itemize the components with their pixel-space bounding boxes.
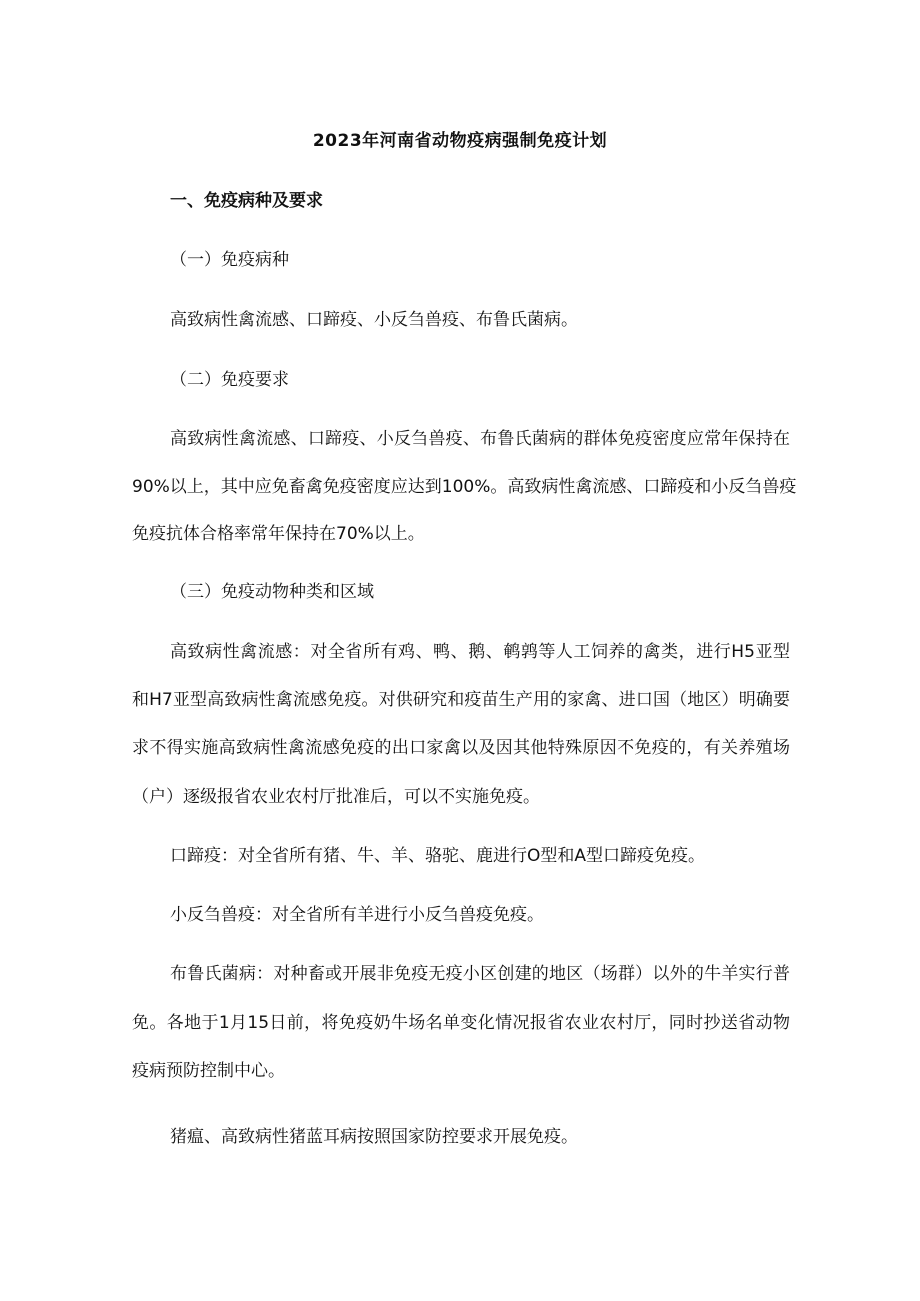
paragraph-line: 90%以上，其中应免畜禽免疫密度应达到100%。高致病性禽流感、口蹄疫和小反刍兽疫 <box>132 477 797 497</box>
paragraph-text: 口蹄疫：对全省所有猪、牛、羊、骆驼、鹿进行O型和A型口蹄疫免疫。 <box>170 846 706 866</box>
paragraph-line: 布鲁氏菌病：对种畜或开展非免疫无疫小区创建的地区（场群）以外的牛羊实行普 <box>170 964 790 984</box>
paragraph-line: 免。各地于1月15日前，将免疫奶牛场名单变化情况报省农业农村厅，同时抄送省动物 <box>132 1013 790 1033</box>
paragraph-line: （户）逐级报省农业农村厅批准后，可以不实施免疫。 <box>132 787 540 807</box>
paragraph-text: 高致病性禽流感、口蹄疫、小反刍兽疫、布鲁氏菌病。 <box>170 310 578 330</box>
subsection-heading: （二）免疫要求 <box>170 370 289 390</box>
subsection-heading: （一）免疫病种 <box>170 250 289 270</box>
paragraph-line: 和H7亚型高致病性禽流感免疫。对供研究和疫苗生产用的家禽、进口国（地区）明确要 <box>132 690 790 710</box>
paragraph-line: 高致病性禽流感：对全省所有鸡、鸭、鹅、鹌鹑等人工饲养的禽类，进行H5亚型 <box>170 642 790 662</box>
subsection-heading: （三）免疫动物种类和区域 <box>170 582 374 602</box>
section-heading: 一、免疫病种及要求 <box>170 191 323 211</box>
paragraph-line: 免疫抗体合格率常年保持在70%以上。 <box>132 524 425 544</box>
paragraph-line: 疫病预防控制中心。 <box>132 1061 285 1081</box>
paragraph-line: 高致病性禽流感、口蹄疫、小反刍兽疫、布鲁氏菌病的群体免疫密度应常年保持在 <box>170 429 790 449</box>
paragraph-text: 猪瘟、高致病性猪蓝耳病按照国家防控要求开展免疫。 <box>170 1127 578 1147</box>
paragraph-text: 小反刍兽疫：对全省所有羊进行小反刍兽疫免疫。 <box>170 905 544 925</box>
document-title: 2023年河南省动物疫病强制免疫计划 <box>312 131 608 151</box>
paragraph-line: 求不得实施高致病性禽流感免疫的出口家禽以及因其他特殊原因不免疫的，有关养殖场 <box>132 738 790 758</box>
